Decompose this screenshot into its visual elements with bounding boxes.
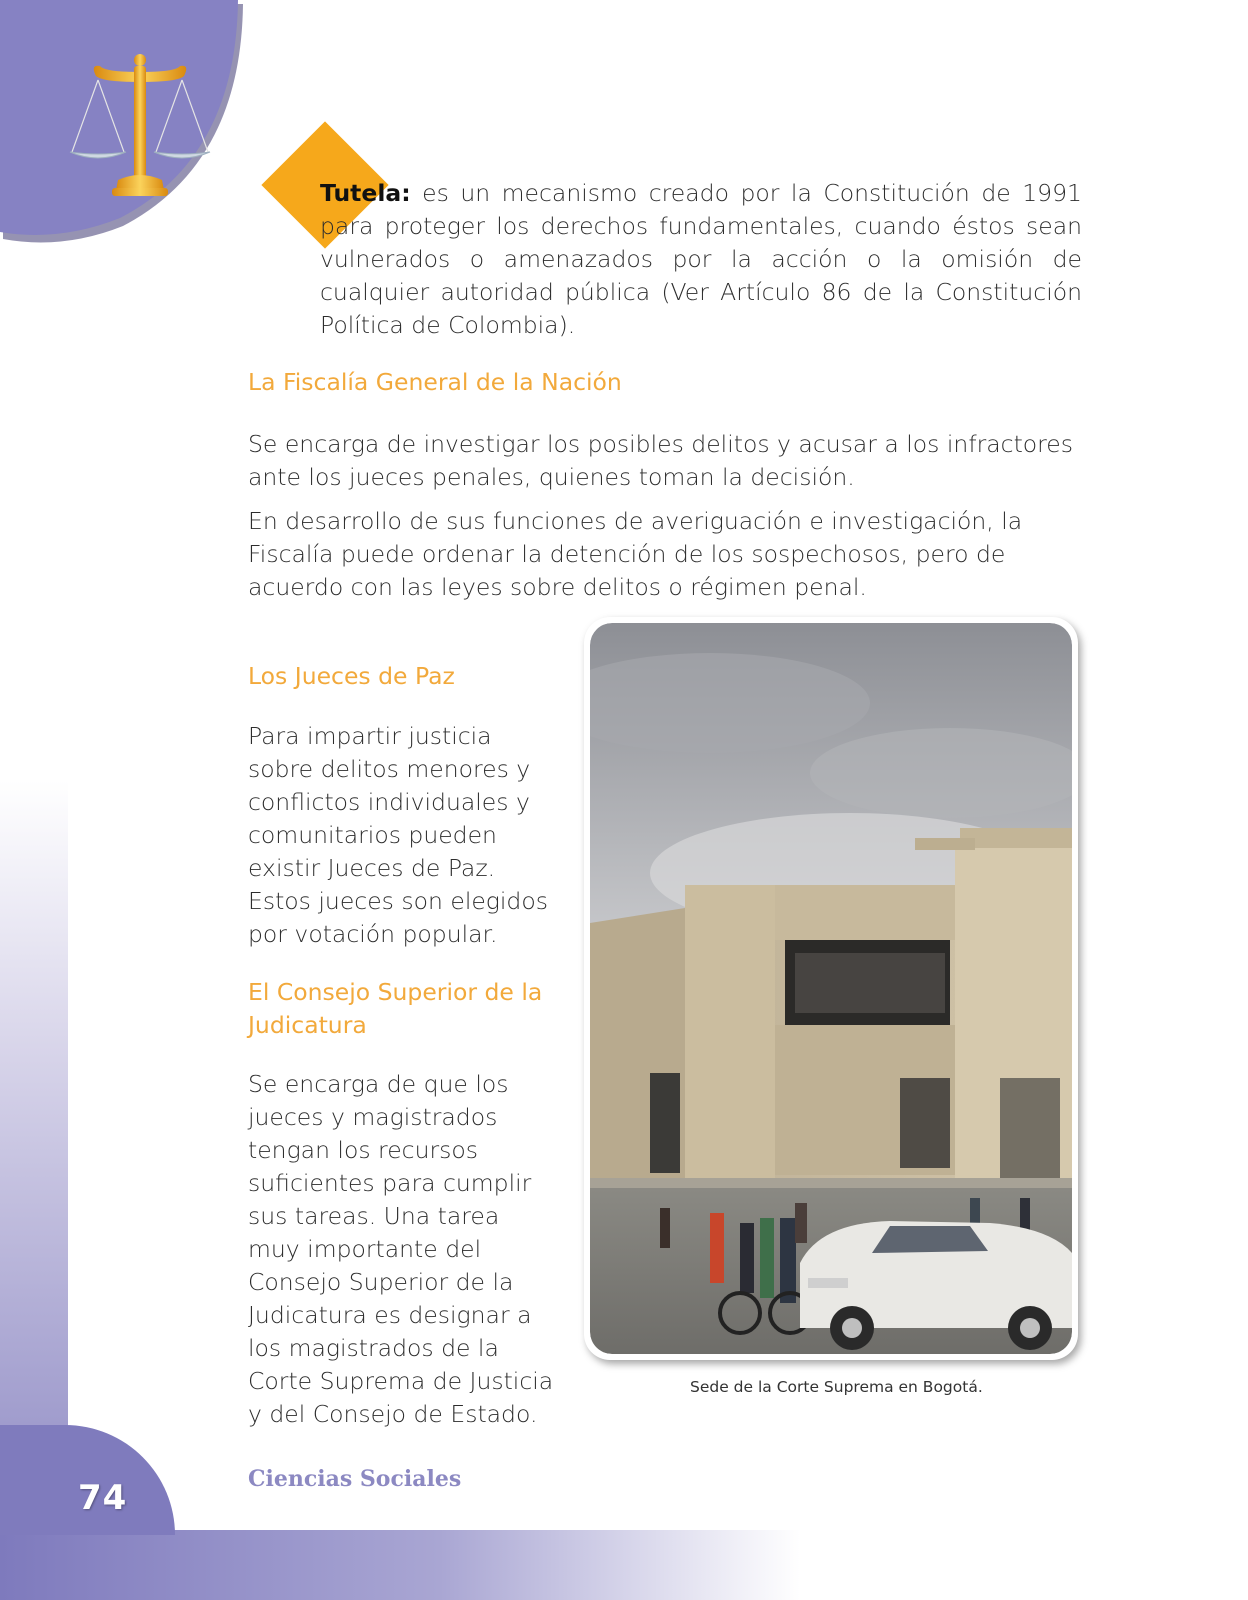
heading-consejo-superior: El Consejo Superior de la Judicatura: [248, 978, 543, 1039]
photo-frame: [584, 617, 1078, 1360]
bottom-decorative-gradient: [0, 1530, 800, 1600]
corte-suprema-photo: [590, 623, 1072, 1354]
consejo-paragraph: Se encarga de que los jueces y magistrados tengan los recursos suficientes para cumplir sus tareas. Una tarea muy importante del Consejo Superior de la Judicatura es designar a los magistrados de la Corte Suprema de Justicia y del Consejo de Estado.: [248, 1070, 554, 1428]
page-number: 74: [78, 1478, 128, 1518]
tutela-term: Tutela:: [320, 179, 411, 207]
fiscalia-paragraph-1: Se encarga de investigar los posibles delitos y acusar a los infractores ante los jueces penales, quienes toman la decisión.: [248, 430, 1074, 491]
jueces-paragraph: Para impartir justicia sobre delitos menores y conflictos individuales y comunitarios pueden existir Jueces de Paz. Estos jueces son elegidos por votación popular.: [248, 722, 548, 948]
scales-of-justice-icon: [68, 52, 213, 202]
fiscalia-paragraph-2: En desarrollo de sus funciones de averiguación e investigación, la Fiscalía puede ordenar la detención de los sospechosos, pero de acuerdo con las leyes sobre delitos o régimen penal.: [248, 507, 1023, 601]
tutela-definition: [320, 177, 1082, 342]
tutela-text: es un mecanismo creado por la Constitución de 1991 para proteger los derechos fundamentales, cuando éstos sean vulnerados o amenazados por la acción o la omisión de cualquier autoridad pública (Ver Artículo 86 de la Constitución Política de Colombia).: [320, 179, 1082, 339]
footer-subject: Ciencias Sociales: [248, 1466, 462, 1492]
photo-caption: Sede de la Corte Suprema en Bogotá.: [690, 1378, 983, 1396]
heading-jueces-de-paz: Los Jueces de Paz: [248, 662, 455, 690]
heading-fiscalia: La Fiscalía General de la Nación: [248, 368, 622, 396]
